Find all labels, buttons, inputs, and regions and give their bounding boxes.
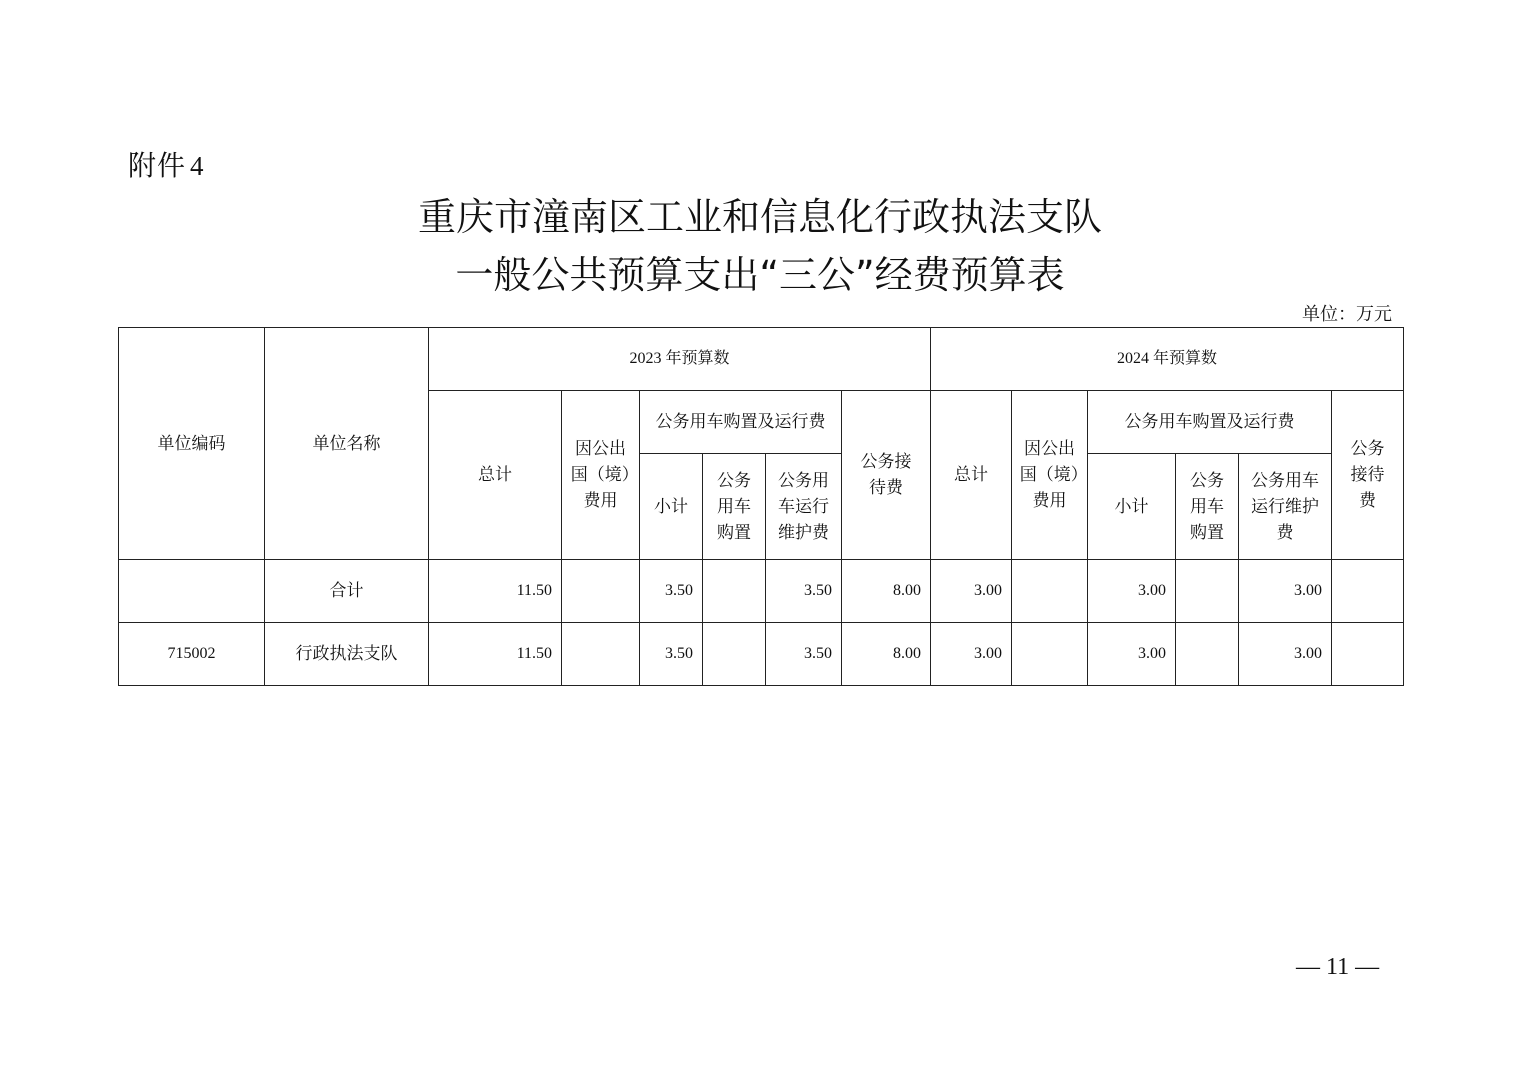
- header-year-2024: 2024 年预算数: [931, 328, 1404, 391]
- cell-code: 715002: [119, 623, 265, 686]
- cell-2023-purchase: [703, 623, 766, 686]
- header-2023-vehicle-purchase: 公务用车购置: [703, 454, 766, 560]
- cell-code: [119, 560, 265, 623]
- cell-2023-overseas: [562, 623, 640, 686]
- header-2023-reception: 公务接待费: [842, 391, 931, 560]
- unit-note: 单位：万元: [1302, 304, 1392, 325]
- header-2023-subtotal: 小计: [640, 454, 703, 560]
- header-2024-reception: 公务接待费: [1332, 391, 1404, 560]
- header-2024-vehicle: 公务用车购置及运行费: [1088, 391, 1332, 454]
- header-2024-vehicle-maintenance: 公务用车运行维护费: [1239, 454, 1332, 560]
- header-2024-subtotal: 小计: [1088, 454, 1176, 560]
- header-2024-overseas: 因公出国（境）费用: [1012, 391, 1088, 560]
- page-number: — 11 —: [1296, 954, 1380, 980]
- cell-2024-purchase: [1176, 623, 1239, 686]
- header-unit-name: 单位名称: [265, 328, 429, 560]
- cell-2023-purchase: [703, 560, 766, 623]
- header-2023-overseas: 因公出国（境）费用: [562, 391, 640, 560]
- cell-2024-maintenance: 3.00: [1239, 560, 1332, 623]
- cell-2024-subtotal: 3.00: [1088, 560, 1176, 623]
- budget-table: [118, 327, 1404, 686]
- cell-2024-reception: [1332, 560, 1404, 623]
- table-row-unit: [119, 623, 1404, 686]
- cell-name: 合计: [265, 560, 429, 623]
- attachment-label: [128, 144, 205, 184]
- cell-2024-total: 3.00: [931, 560, 1012, 623]
- cell-2023-maintenance: 3.50: [766, 623, 842, 686]
- cell-2024-overseas: [1012, 623, 1088, 686]
- cell-2023-total: 11.50: [429, 560, 562, 623]
- cell-2024-overseas: [1012, 560, 1088, 623]
- cell-2023-subtotal: 3.50: [640, 623, 703, 686]
- cell-name: 行政执法支队: [265, 623, 429, 686]
- cell-2024-subtotal: 3.00: [1088, 623, 1176, 686]
- header-2023-total: 总计: [429, 391, 562, 560]
- table-row-total: [119, 560, 1404, 623]
- header-2023-vehicle-maintenance: 公务用车运行维护费: [766, 454, 842, 560]
- cell-2023-total: 11.50: [429, 623, 562, 686]
- header-2024-total: 总计: [931, 391, 1012, 560]
- cell-2023-maintenance: 3.50: [766, 560, 842, 623]
- cell-2023-overseas: [562, 560, 640, 623]
- header-2024-vehicle-purchase: 公务用车购置: [1176, 454, 1239, 560]
- cell-2024-total: 3.00: [931, 623, 1012, 686]
- document-title-line2: 一般公共预算支出“三公”经费预算表: [455, 253, 1065, 297]
- header-year-2023: 2023 年预算数: [429, 328, 931, 391]
- attachment-number: 4: [190, 151, 205, 181]
- cell-2024-maintenance: 3.00: [1239, 623, 1332, 686]
- attachment-text: 附件: [128, 149, 187, 182]
- cell-2023-reception: 8.00: [842, 560, 931, 623]
- document-title-line1: 重庆市潼南区工业和信息化行政执法支队: [417, 195, 1102, 239]
- header-row-1: [119, 328, 1404, 391]
- cell-2024-purchase: [1176, 560, 1239, 623]
- header-2023-vehicle: 公务用车购置及运行费: [640, 391, 842, 454]
- header-unit-code: 单位编码: [119, 328, 265, 560]
- cell-2023-reception: 8.00: [842, 623, 931, 686]
- cell-2023-subtotal: 3.50: [640, 560, 703, 623]
- cell-2024-reception: [1332, 623, 1404, 686]
